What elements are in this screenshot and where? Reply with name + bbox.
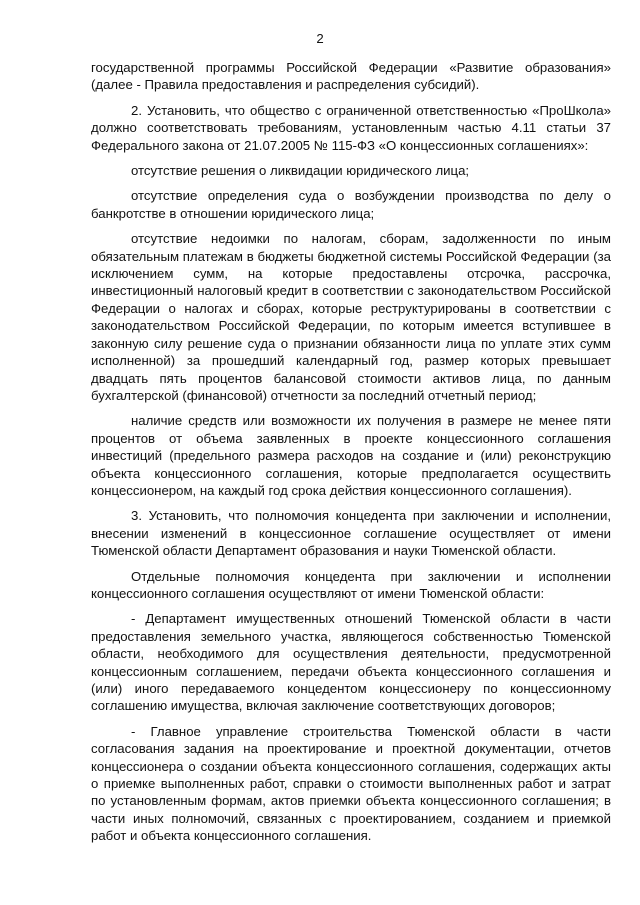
paragraph-separate-powers: Отдельные полномочия концедента при заключении и исполнении концессионного соглашения осуществляют от имени Тюменской области: [91, 568, 611, 601]
paragraph-clause-3: 3. Установить, что полномочия концедента при заключении и исполнении, внесении изменений в концессионное соглашение осуществляет от имени Тюменской области Департамент образования и науки Тюменской области. [91, 508, 611, 559]
paragraph-continuation: государственной программы Российской Федерации «Развитие образования» (далее - Правила предоставления и распределения субсидий). [91, 60, 611, 93]
paragraph-property-department: - Департамент имущественных отношений Тюменской области в части предоставления земельного участка, являющегося собственностью Тюменской области, необходимого для осуществления деятельности, предусмотренной концессионным соглашением, передачи объекта концессионного соглашения и (или) иного передаваемого концедентом концессионеру по концессионному соглашению имущества, включая заключение соответствующих договоров; [91, 611, 611, 714]
page-number: 2 [316, 31, 324, 46]
paragraph-requirement-funds: наличие средств или возможности их получения в размере не менее пяти процентов от объема заявленных в проекте концессионного соглашения инвестиций (предельного размера расходов на создание и (или) реконструкцию объекта концессионного соглашения, которые предполагается осуществить концессионером, на каждый год срока действия концессионного соглашения). [91, 413, 611, 498]
paragraph-requirement-liquidation: отсутствие решения о ликвидации юридического лица; [131, 163, 470, 179]
paragraph-construction-department: - Главное управление строительства Тюменской области в части согласования задания на проектирование и проектной документации, отчетов концессионера о создании объекта концессионного соглашения, содержащих акты о приемке выполненных работ, справки о стоимости выполненных работ и затрат по установленным формам, актов приемки объекта концессионного соглашения; в части иных полномочий, связанных с проектированием, созданием и приемкой работ и объекта концессионного соглашения. [91, 723, 611, 844]
paragraph-requirement-bankruptcy: отсутствие определения суда о возбуждении производства по делу о банкротстве в отношении юридического лица; [91, 188, 611, 221]
document-body [91, 59, 611, 853]
paragraph-requirement-arrears: отсутствие недоимки по налогам, сборам, задолженности по иным обязательным платежам в бюджеты бюджетной системы Российской Федерации (за исключением сумм, на которые предоставлены отсрочка, рассрочка, инвестиционный налоговый кредит в соответствии с законодательством Российской Федерации о налогах и сборах, которые реструктурированы в соответствии с законодательством Российской Федерации, по которым имеется вступившее в законную силу решение суда о признании обязанности лица по уплате этих сумм исполненной) за прошедший календарный год, размер которых превышает двадцать пять процентов балансовой стоимости активов лица, по данным бухгалтерской (финансовой) отчетности за последний отчетный период; [91, 231, 611, 403]
paragraph-clause-2: 2. Установить, что общество с ограниченной ответственностью «ПроШкола» должно соответствовать требованиям, установленным частью 4.11 статьи 37 Федерального закона от 21.07.2005 № 115-ФЗ «О концессионных соглашениях»: [91, 102, 611, 153]
